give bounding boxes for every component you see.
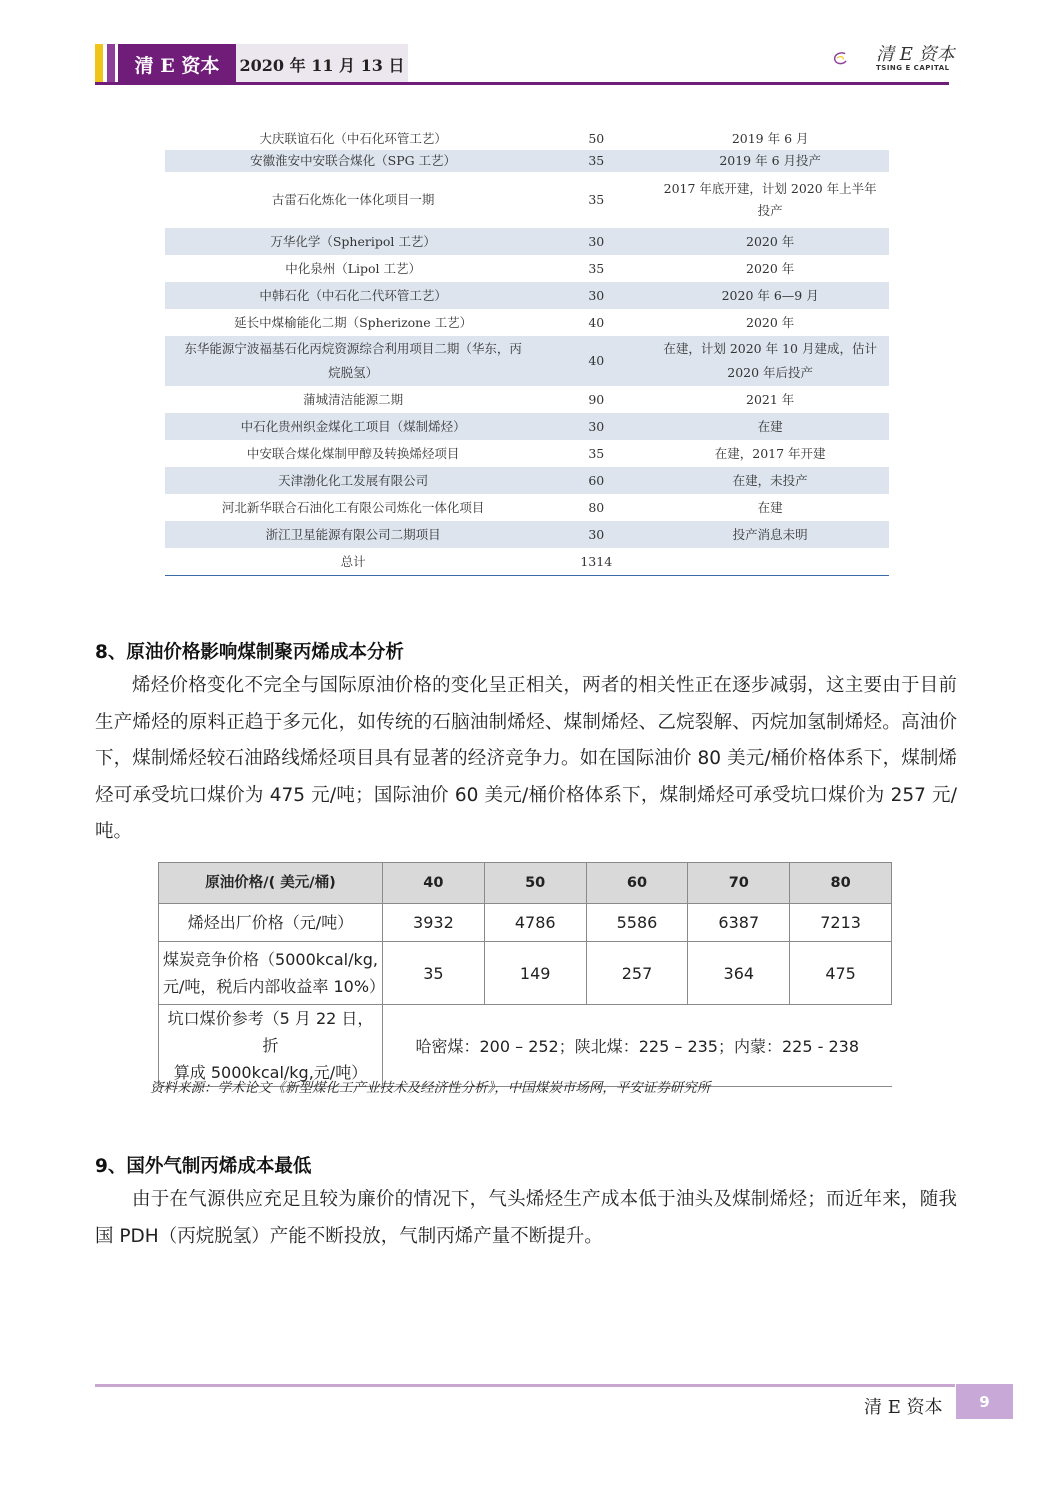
total-capacity: 1314: [541, 548, 651, 576]
table-row: [159, 942, 892, 1005]
section-heading: 9、国外气制丙烯成本最低: [95, 1156, 312, 1177]
table-row: [165, 309, 889, 336]
project-capacity: 35: [588, 260, 605, 276]
project-capacity: 80: [588, 499, 605, 515]
row-label: [159, 1005, 383, 1087]
project-status: 2020 年: [651, 228, 889, 255]
table-cell: 475: [790, 942, 892, 1005]
project-capacity: 30: [541, 282, 651, 309]
project-name: 蒲城清洁能源二期: [303, 392, 404, 407]
footer-divider: [95, 1384, 955, 1387]
projects-table: [165, 128, 889, 576]
project-status: 在建: [651, 413, 889, 440]
row-label-line: 元/吨，税后内部收益率 10%）: [163, 977, 386, 996]
project-name: 河北新华联合石油化工有限公司炼化一体化项目: [221, 500, 485, 515]
table-row: [165, 467, 889, 494]
project-capacity: 30: [541, 521, 651, 548]
project-status: 2021 年: [746, 391, 795, 407]
footer-brand: 清 E 资本: [864, 1397, 943, 1418]
table-cell: 4786: [484, 904, 586, 942]
table-row: [165, 386, 889, 413]
table-source-note: 资料来源：学术论文《新型煤化工产业技术及经济性分析》，中国煤炭市场网，平安证券研究所: [150, 1080, 711, 1096]
column-header: 70: [688, 863, 790, 904]
total-status: [651, 548, 889, 576]
page-number: 9: [956, 1384, 1013, 1419]
table-row: [165, 255, 889, 282]
table-row: [165, 128, 889, 150]
table-total-row: [165, 548, 889, 576]
project-name: 浙江卫星能源有限公司二期项目: [165, 521, 541, 548]
total-label: 总计: [165, 548, 541, 576]
project-name: 中安联合煤化煤制甲醇及转换烯烃项目: [246, 446, 460, 461]
project-name: 延长中煤榆能化二期（Spherizone 工艺）: [234, 315, 473, 330]
column-header: 60: [586, 863, 688, 904]
table-row: [165, 413, 889, 440]
column-header: 40: [383, 863, 485, 904]
project-capacity: 35: [588, 192, 605, 207]
project-capacity: 40: [588, 314, 605, 330]
table-header-row: [159, 863, 892, 904]
logo-text-cn: 清 E 资本: [876, 44, 955, 65]
logo-text-en: TSING E CAPITAL: [876, 64, 950, 72]
project-status: 2019 年 6 月: [731, 131, 809, 146]
header-divider: [95, 82, 949, 85]
project-name: 安徽淮安中安联合煤化（SPG 工艺）: [165, 150, 541, 172]
column-header: 原油价格/( 美元/桶): [159, 863, 383, 904]
project-capacity: 60: [541, 467, 651, 494]
section-paragraph: 由于在气源供应充足且较为廉价的情况下，气头烯烃生产成本低于油头及煤制烯烃；而近年来，随我国 PDH（丙烷脱氢）产能不断投放，气制丙烯产量不断提升。: [95, 1189, 957, 1247]
row-label: [159, 942, 386, 1005]
project-name: 天津渤化化工发展有限公司: [165, 467, 541, 494]
column-header: 80: [790, 863, 892, 904]
project-status: 2017 年底开建，计划 2020 年上半年投产: [663, 181, 877, 218]
project-name: 万华化学（Spheripol 工艺）: [165, 228, 541, 255]
project-status: 在建，2017 年开建: [714, 445, 826, 461]
project-name: 大庆联谊石化（中石化环管工艺）: [259, 131, 447, 146]
project-status: 2020 年: [746, 314, 795, 330]
project-capacity: 35: [588, 445, 605, 461]
section-paragraph: 烯烃价格变化不完全与国际原油价格的变化呈正相关，两者的相关性正在逐步减弱，这主要由于目前生产烯烃的原料正趋于多元化，如传统的石脑油制烯烃、煤制烯烃、乙烷裂解、丙烷加氢制烯烃。高油价下，煤制烯烃较石油路线烯烃项目具有显著的经济竞争力。如在国际油价 80 美元/桶价格体系下，煤制烯烃可承受坑口煤价为 475 元/吨；国际油价 60 美元/桶价格体系下，煤制烯烃可承受坑口煤价为 257 元/吨。: [95, 675, 957, 842]
project-status: 投产消息未明: [651, 521, 889, 548]
header-date: 2020 年 11 月 13 日: [236, 44, 408, 84]
table-cell: 6387: [688, 904, 790, 942]
project-name: 中韩石化（中石化二代环管工艺）: [165, 282, 541, 309]
table-row: [159, 1005, 892, 1087]
project-status: 在建，计划 2020 年 10 月建成，估计 2020 年后投产: [651, 336, 889, 386]
header-accent-purple: [107, 44, 115, 84]
project-status: 2019 年 6 月投产: [651, 150, 889, 172]
table-cell: 35: [383, 942, 485, 1005]
project-status: 2020 年: [746, 260, 795, 276]
project-status: 在建: [757, 499, 783, 515]
table-row: [165, 440, 889, 467]
project-capacity: 30: [541, 413, 651, 440]
table-row: [165, 150, 889, 172]
table-row: [165, 228, 889, 255]
project-capacity: 35: [541, 150, 651, 172]
table-row: [165, 336, 889, 386]
project-capacity: 90: [588, 391, 605, 407]
project-capacity: 40: [541, 336, 651, 386]
table-row: [159, 904, 892, 942]
coal-price-reference: 哈密煤：200 – 252；陕北煤：225 – 235；内蒙：225 - 238: [383, 1005, 892, 1087]
row-label-line: 坑口煤价参考（5 月 22 日，折: [167, 1009, 374, 1055]
table-row: [165, 521, 889, 548]
table-cell: 149: [484, 942, 586, 1005]
project-status: 在建，未投产: [651, 467, 889, 494]
section-heading: 8、原油价格影响煤制聚丙烯成本分析: [95, 642, 404, 663]
row-label-line: 算成 5000kcal/kg,元/吨）: [173, 1063, 368, 1082]
project-name: 中化泉州（Lipol 工艺）: [285, 261, 421, 276]
row-label: 烯烃出厂价格（元/吨）: [159, 904, 383, 942]
table-cell: 5586: [586, 904, 688, 942]
header-brand: 清 E 资本: [118, 44, 236, 84]
cost-table: [158, 862, 892, 1087]
table-row: [165, 494, 889, 521]
project-name: 东华能源宁波福基石化丙烷资源综合利用项目二期（华东，丙烷脱氢）: [165, 336, 541, 386]
table-cell: 257: [586, 942, 688, 1005]
project-capacity: 30: [541, 228, 651, 255]
table-row: [165, 282, 889, 309]
header-accent-yellow: [95, 44, 103, 84]
project-capacity: 50: [588, 131, 605, 146]
table-cell: 364: [688, 942, 790, 1005]
table-cell: 7213: [790, 904, 892, 942]
table-cell: 3932: [383, 904, 485, 942]
row-label-line: 煤炭竞争价格（5000kcal/kg,: [163, 950, 378, 969]
project-name: 古雷石化炼化一体化项目一期: [271, 192, 435, 207]
project-name: 中石化贵州织金煤化工项目（煤制烯烃）: [165, 413, 541, 440]
table-row: [165, 172, 889, 228]
project-status: 2020 年 6—9 月: [651, 282, 889, 309]
company-logo-icon: [832, 38, 876, 78]
column-header: 50: [484, 863, 586, 904]
